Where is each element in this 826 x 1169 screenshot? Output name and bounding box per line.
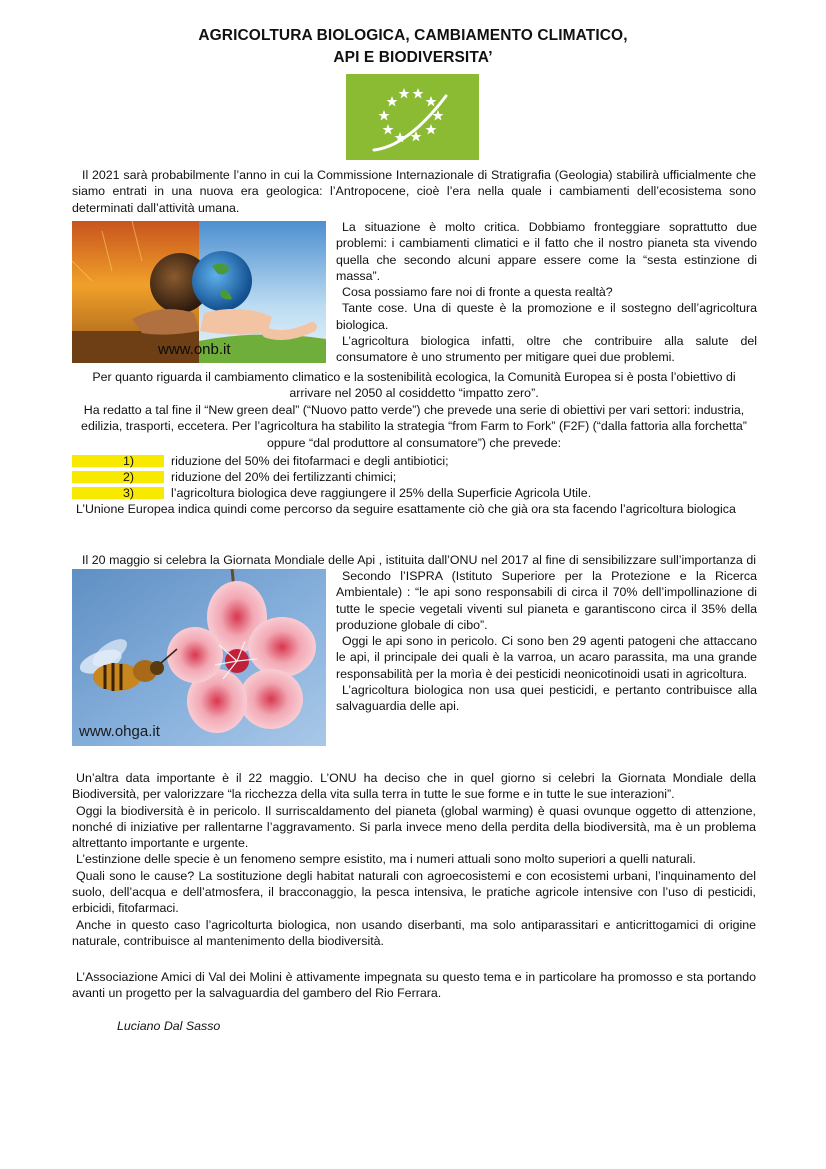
ispra-paragraph: Secondo l’ISPRA (Istituto Superiore per la Protezione e la Ricerca Ambientale) : “le api sono responsabili di circa il 70% dell’impollinazione di tutte le specie vegetali viventi sul pianeta e garantiscono circa il 35% della produzione globale di cibo”. (336, 569, 757, 632)
extinction-paragraph: L’estinzione delle specie è un fenomeno sempre esistito, ma i numeri attuali sono molto superiori a quelli naturali. (76, 852, 696, 867)
list-number: 2) (122, 470, 134, 484)
biodiversity-danger-paragraph: Oggi la biodiversità è in pericolo. Il surriscaldamento del pianeta (global warming) è quasi ovunque oggetto di attenzione, nonché di iniziative per rallentarne l’aggravamento. Si parla invece meno della perdita della biodiversità, ma è un problema altrettanto importante e urgente. (72, 803, 756, 851)
eu-conclusion-paragraph: L’Unione Europea indica quindi come percorso da seguire esattamente ciò che già ora sta facendo l’agricoltura biologica (76, 502, 736, 516)
list-number: 3) (122, 486, 134, 500)
pathogens-paragraph: Oggi le api sono in pericolo. Ci sono ben 29 agenti patogeni che attaccano le api, il principale dei quali è la varroa, un acaro parassita, ma una grande responsabilità per la morìa è dei pesticidi neonicotinoidi usati in agricoltura. (336, 634, 757, 681)
page-title-line-2: API E BIODIVERSITA’ (333, 49, 493, 66)
image1-credit: www.onb.it (158, 341, 231, 358)
eu-goal-paragraph: Per quanto riguarda il cambiamento climatico e la sostenibilità ecologica, la Comunità Europea si è posta l’obiettivo di arrivare nel 2050 al cosiddetto “impatto zero”. (92, 370, 736, 401)
list-item (72, 485, 772, 501)
organic-biodiversity-paragraph: Anche in questo caso l’agricolturta biologica, non usando diserbanti, ma solo antiparassitari e anticrittogamici di origine naturale, contribuisce al mantenimento della biodiversità. (72, 917, 756, 948)
bees-intro-paragraph: Il 20 maggio si celebra la Giornata Mondiale delle Api , istituita dall’ONU nel 2017 al fine di sensibilizzare sull’importanza di (82, 553, 756, 567)
hands-earth-image (72, 221, 326, 363)
eu-organic-leaf-logo (346, 74, 479, 160)
eu-logo-background (346, 74, 479, 160)
association-paragraph: L’Associazione Amici di Val dei Molini è attivamente impegnata su questo tema e in particolare ha promosso e sta portando avanti un progetto per la salvaguardia del gambero del Rio Ferrara. (72, 970, 756, 1001)
causes-paragraph: Quali sono le cause? La sostituzione degli habitat naturali con agroecosistemi e con ecosistemi urbani, l’inquinamento del suolo, dell’acqua e dell’atmosfera, il bracconaggio, la pesca intensiva, le pratiche agricole intensive con l’uso di pesticidi, erbicidi, fitofarmaci. (72, 868, 756, 916)
list-text: riduzione del 20% dei fertilizzanti chimici; (171, 470, 397, 484)
image2-credit: www.ohga.it (79, 723, 160, 740)
list-number: 1) (122, 454, 134, 468)
list-text: l’agricoltura biologica deve raggiungere il 25% della Superficie Agricola Utile. (171, 486, 592, 500)
green-deal-paragraph: Ha redatto a tal fine il “New green deal” (“Nuovo patto verde”) che prevede una serie di obiettivi per vari settori: industria, edilizia, trasporti, eccetera. Per l’agricoltura ha stabilito la strategia “from Farm to Fork” (F2F) (“dalla fattoria alla forchetta” oppure “dal produttore al consumatore”) che prevede: (81, 403, 747, 450)
section-biodiversity (72, 770, 756, 949)
bees-conclusion-paragraph: L’agricoltura biologica non usa quei pesticidi, e pertanto contribuisce alla salvaguardia delle api. (336, 683, 757, 714)
section-situation (336, 219, 757, 366)
list-text: riduzione del 50% dei fitofarmaci e degli antibiotici; (171, 454, 449, 468)
bee-flower-image (72, 569, 326, 746)
question-paragraph: Cosa possiamo fare noi di fronte a questa realtà? (342, 285, 613, 300)
list-item (72, 469, 772, 485)
list-item (72, 453, 772, 469)
situation-paragraph: La situazione è molto critica. Dobbiamo fronteggiare soprattutto due problemi: i cambiamenti climatici e il fatto che il nostro pianeta sta vivendo quella che secondo alcuni appare essere come la “sesta estinzione di massa”. (336, 220, 757, 283)
author-signature: Luciano Dal Sasso (117, 1019, 221, 1033)
page-title-line-1: AGRICOLTURA BIOLOGICA, CAMBIAMENTO CLIMATICO, (198, 27, 628, 44)
mitigation-paragraph: L’agricoltura biologica infatti, oltre che contribuire alla salute del consumatore è uno strumento per mitigare quei due problemi. (336, 334, 757, 365)
promotion-paragraph: Tante cose. Una di queste è la promozione e il sostegno dell’agricoltura biologica. (336, 301, 757, 332)
section-bees (336, 568, 757, 715)
biodiversity-day-paragraph: Un’altra data importante è il 22 maggio. L’ONU ha deciso che in quel giorno si celebri la Giornata Mondiale della Biodiversità, per valorizzare “la ricchezza della vita sulla terra in tutte le sue forme e in tutte le sue interazioni”. (72, 771, 756, 802)
intro-paragraph: Il 2021 sarà probabilmente l’anno in cui la Commissione Internazionale di Stratigrafia (Geologia) stabilirà ufficialmente che siamo entrati in una nuova era geologica: l’Antropocene, cioè l’era nella quale i cambiamenti dell’ecosistema sono determinati dall’attività umana. (72, 168, 756, 215)
